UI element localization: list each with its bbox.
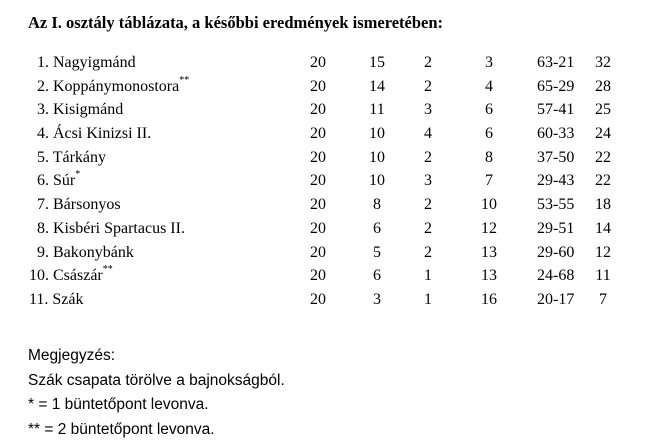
played-cell: 20 xyxy=(310,196,326,214)
team-cell xyxy=(37,193,121,217)
drawn-cell: 1 xyxy=(424,290,432,308)
lost-cell: 4 xyxy=(485,77,493,95)
goals-cell: 60-33 xyxy=(537,125,575,143)
goals-cell: 24-68 xyxy=(537,267,575,285)
goals-cell: 57-41 xyxy=(537,101,575,119)
team-name: Tárkány xyxy=(52,148,107,166)
team-cell xyxy=(37,169,80,193)
lost-cell: 13 xyxy=(481,243,497,261)
team-name: Kisigmánd xyxy=(53,101,124,119)
drawn-cell: 2 xyxy=(424,243,432,261)
points-cell: 7 xyxy=(599,290,607,308)
won-cell: 11 xyxy=(369,101,385,119)
table-row xyxy=(0,51,666,75)
table-row xyxy=(0,193,666,217)
lost-cell: 7 xyxy=(485,172,493,190)
points-cell: 14 xyxy=(595,219,611,237)
points-cell: 24 xyxy=(595,125,611,143)
goals-cell: 65-29 xyxy=(537,77,575,95)
points-cell: 22 xyxy=(595,172,611,190)
played-cell: 20 xyxy=(310,243,326,261)
lost-cell: 10 xyxy=(481,196,497,214)
lost-cell: 16 xyxy=(481,290,497,308)
team-name: Nagyigmánd xyxy=(53,54,136,71)
notes-heading: Megjegyzés: xyxy=(28,347,116,364)
won-cell: 5 xyxy=(373,243,381,261)
team-name: Bársonyos xyxy=(53,196,121,214)
points-cell: 11 xyxy=(595,267,611,285)
team-name: Ácsi Kinizsi II. xyxy=(53,125,152,143)
position-number: 11. xyxy=(29,290,49,308)
lost-cell: 3 xyxy=(485,54,493,71)
team-cell xyxy=(37,98,123,122)
position-number: 1. xyxy=(37,54,49,71)
lost-cell: 8 xyxy=(485,148,493,166)
played-cell: 20 xyxy=(310,54,326,71)
points-cell: 25 xyxy=(595,101,611,119)
points-cell: 32 xyxy=(595,54,611,71)
drawn-cell: 3 xyxy=(424,172,432,190)
team-cell xyxy=(37,122,151,146)
team-cell xyxy=(37,51,136,75)
goals-cell: 29-60 xyxy=(537,243,575,261)
goals-cell: 37-50 xyxy=(537,148,575,166)
penalty-mark: * xyxy=(75,169,81,181)
table-row xyxy=(0,146,666,170)
position-number: 7. xyxy=(37,196,49,214)
penalty-mark: ** xyxy=(102,264,113,276)
played-cell: 20 xyxy=(310,172,326,190)
points-cell: 12 xyxy=(595,243,611,261)
won-cell: 10 xyxy=(369,125,385,143)
table-row xyxy=(0,288,666,312)
played-cell: 20 xyxy=(310,77,326,95)
team-name: Császár xyxy=(53,267,103,285)
table-row xyxy=(0,264,666,288)
drawn-cell: 3 xyxy=(424,101,432,119)
drawn-cell: 4 xyxy=(424,125,432,143)
played-cell: 20 xyxy=(310,290,326,308)
won-cell: 10 xyxy=(369,172,385,190)
drawn-cell: 2 xyxy=(424,219,432,237)
note-line: ** = 2 büntetőpont levonva. xyxy=(28,420,215,438)
team-name: Bakonybánk xyxy=(53,243,134,261)
points-cell: 18 xyxy=(595,196,611,214)
position-number: 5. xyxy=(37,148,49,166)
drawn-cell: 2 xyxy=(424,54,432,71)
points-cell: 28 xyxy=(595,77,611,95)
goals-cell: 29-51 xyxy=(537,219,575,237)
goals-cell: 29-43 xyxy=(537,172,575,190)
table-title: Az I. osztály táblázata, a későbbi eredmények ismeretében: xyxy=(28,13,444,32)
position-number: 10. xyxy=(29,267,49,285)
team-cell xyxy=(37,217,185,241)
played-cell: 20 xyxy=(310,125,326,143)
goals-cell: 63-21 xyxy=(537,54,575,71)
points-cell: 22 xyxy=(595,148,611,166)
drawn-cell: 2 xyxy=(424,148,432,166)
won-cell: 14 xyxy=(369,77,385,95)
won-cell: 15 xyxy=(369,54,385,71)
drawn-cell: 2 xyxy=(424,77,432,95)
won-cell: 8 xyxy=(373,196,381,214)
note-line: * = 1 büntetőpont levonva. xyxy=(28,396,209,413)
team-cell xyxy=(37,146,106,170)
won-cell: 6 xyxy=(373,267,381,285)
table-row xyxy=(0,98,666,122)
played-cell: 20 xyxy=(310,101,326,119)
team-cell xyxy=(37,241,134,265)
team-name: Szák xyxy=(52,290,84,308)
position-number: 4. xyxy=(37,125,49,143)
notes-section xyxy=(28,344,285,442)
goals-cell: 20-17 xyxy=(537,290,575,308)
played-cell: 20 xyxy=(310,267,326,285)
played-cell: 20 xyxy=(310,148,326,166)
won-cell: 10 xyxy=(369,148,385,166)
position-number: 6. xyxy=(37,172,49,190)
table-row xyxy=(0,122,666,146)
position-number: 3. xyxy=(37,101,49,119)
team-cell xyxy=(29,288,84,312)
goals-cell: 53-55 xyxy=(537,196,575,214)
team-cell xyxy=(37,75,189,99)
penalty-mark: ** xyxy=(179,74,190,86)
drawn-cell: 1 xyxy=(424,267,432,285)
position-number: 2. xyxy=(37,77,49,95)
team-cell xyxy=(29,264,113,288)
lost-cell: 12 xyxy=(481,219,497,237)
table-row xyxy=(0,75,666,99)
played-cell: 20 xyxy=(310,219,326,237)
lost-cell: 13 xyxy=(481,267,497,285)
drawn-cell: 2 xyxy=(424,196,432,214)
won-cell: 6 xyxy=(373,219,381,237)
standings-table xyxy=(0,51,666,312)
team-name: Kisbéri Spartacus II. xyxy=(53,219,185,237)
table-row xyxy=(0,241,666,265)
position-number: 9. xyxy=(37,243,49,261)
team-name: Koppánymonostora xyxy=(53,77,180,95)
table-row xyxy=(0,217,666,241)
lost-cell: 6 xyxy=(485,101,493,119)
table-row xyxy=(0,169,666,193)
note-line: Szák csapata törölve a bajnokságból. xyxy=(28,371,285,389)
team-name: Súr xyxy=(53,172,76,190)
position-number: 8. xyxy=(37,219,49,237)
won-cell: 3 xyxy=(373,290,381,308)
lost-cell: 6 xyxy=(485,125,493,143)
